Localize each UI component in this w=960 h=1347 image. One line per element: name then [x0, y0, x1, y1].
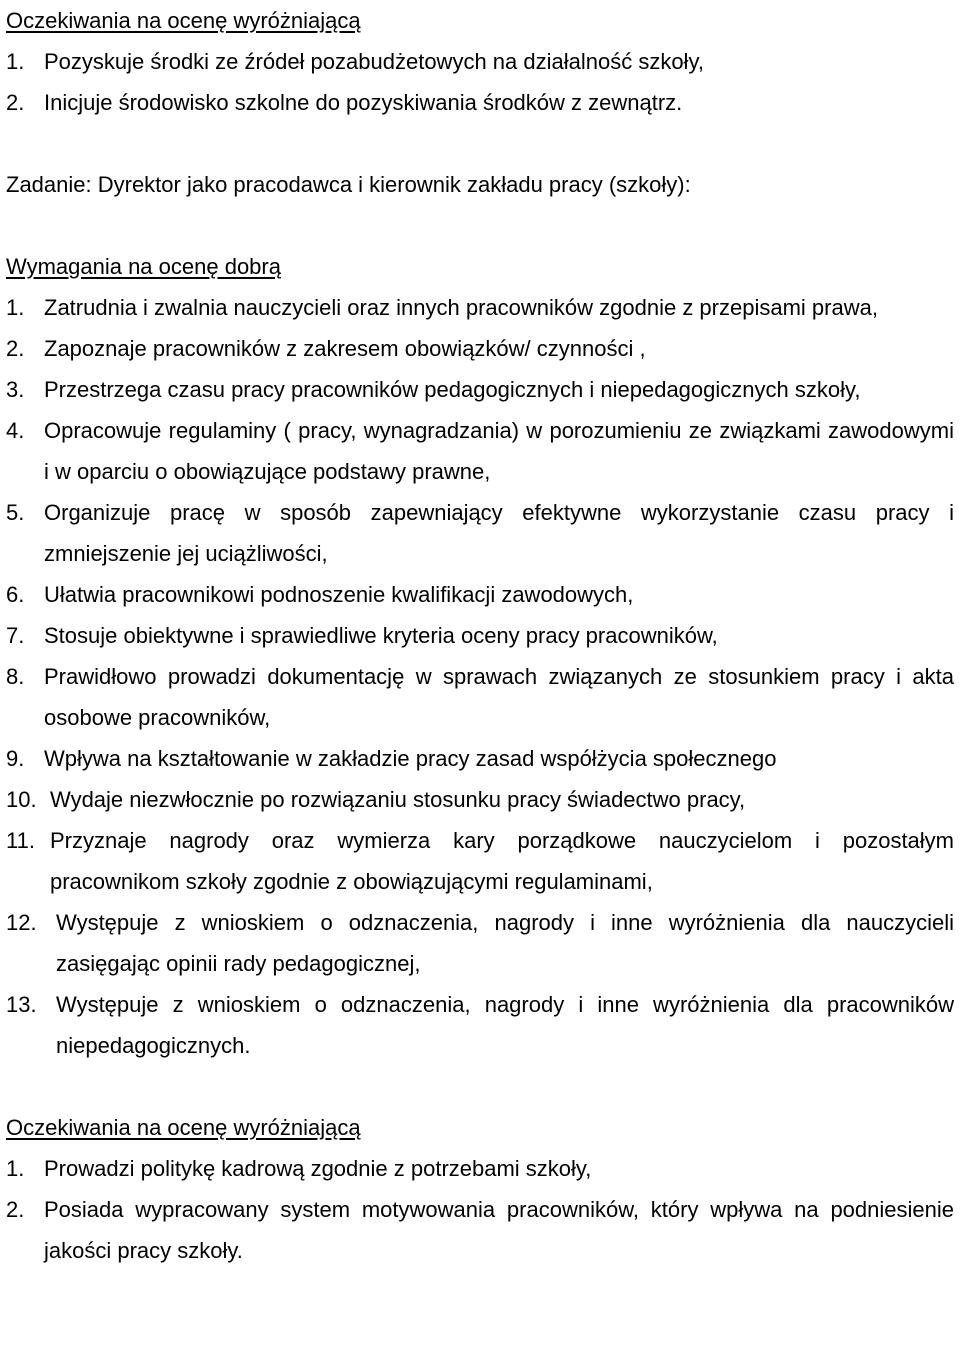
item-text: Zatrudnia i zwalnia nauczycieli oraz innych pracowników zgodnie z przepisami prawa,	[44, 295, 878, 320]
item-number: 5.	[6, 500, 25, 525]
list-item	[6, 492, 954, 574]
list-expectations-a	[6, 41, 954, 123]
item-text: Opracowuje regulaminy ( pracy, wynagradzania) w porozumieniu ze związkami zawodowymi i w oparciu o obowiązujące podstawy prawne,	[44, 418, 954, 484]
item-text: Organizuje pracę w sposób zapewniający efektywne wykorzystanie czasu pracy i zmniejszenie jej uciążliwości,	[44, 500, 954, 566]
spacer	[6, 1066, 954, 1107]
item-text: Prowadzi politykę kadrową zgodnie z potrzebami szkoły,	[44, 1156, 592, 1181]
list-item	[6, 984, 954, 1066]
item-text: Występuje z wnioskiem o odznaczenia, nagrody i inne wyróżnienia dla nauczycieli zasięgając opinii rady pedagogicznej,	[56, 910, 954, 976]
item-text: Posiada wypracowany system motywowania pracowników, który wpływa na podniesienie jakości pracy szkoły.	[44, 1197, 954, 1263]
spacer	[6, 205, 954, 246]
item-text: Zapoznaje pracowników z zakresem obowiązków/ czynności ,	[44, 336, 646, 361]
list-item	[6, 615, 954, 656]
item-text: Inicjuje środowisko szkolne do pozyskiwania środków z zewnątrz.	[44, 90, 683, 115]
item-text: Wydaje niezwłocznie po rozwiązaniu stosunku pracy świadectwo pracy,	[50, 787, 746, 812]
task-title: Zadanie: Dyrektor jako pracodawca i kierownik zakładu pracy (szkoły):	[6, 172, 691, 197]
item-text: Przestrzega czasu pracy pracowników pedagogicznych i niepedagogicznych szkoły,	[44, 377, 861, 402]
item-number: 2.	[6, 1197, 25, 1222]
section-heading-requirements-good: Wymagania na ocenę dobrą	[6, 254, 281, 279]
list-item	[6, 41, 954, 82]
list-item	[6, 820, 954, 902]
item-number: 1.	[6, 49, 25, 74]
list-item	[6, 574, 954, 615]
list-item	[6, 779, 954, 820]
item-number: 1.	[6, 295, 25, 320]
list-item	[6, 82, 954, 123]
item-number: 11.	[6, 828, 35, 853]
list-item	[6, 902, 954, 984]
item-number: 4.	[6, 418, 25, 443]
list-item	[6, 738, 954, 779]
item-number: 2.	[6, 90, 25, 115]
item-number: 8.	[6, 664, 25, 689]
section-heading-expectations-distinguished-2: Oczekiwania na ocenę wyróżniającą	[6, 1115, 361, 1140]
item-number: 7.	[6, 623, 25, 648]
list-item	[6, 287, 954, 328]
item-number: 9.	[6, 746, 25, 771]
list-item	[6, 328, 954, 369]
item-text: Pozyskuje środki ze źródeł pozabudżetowych na działalność szkoły,	[44, 49, 704, 74]
section-heading-expectations-distinguished: Oczekiwania na ocenę wyróżniającą	[6, 8, 361, 33]
item-number: 12.	[6, 910, 37, 935]
item-number: 10.	[6, 787, 37, 812]
list-item	[6, 1189, 954, 1271]
item-number: 3.	[6, 377, 25, 402]
item-number: 2.	[6, 336, 25, 361]
item-text: Ułatwia pracownikowi podnoszenie kwalifikacji zawodowych,	[44, 582, 634, 607]
list-item	[6, 410, 954, 492]
spacer	[6, 123, 954, 164]
list-expectations-c	[6, 1148, 954, 1271]
item-text: Prawidłowo prowadzi dokumentację w sprawach związanych ze stosunkiem pracy i akta osobowe pracowników,	[44, 664, 954, 730]
item-number: 1.	[6, 1156, 25, 1181]
item-text: Stosuje obiektywne i sprawiedliwe kryteria oceny pracy pracowników,	[44, 623, 718, 648]
list-requirements	[6, 287, 954, 1066]
list-item	[6, 1148, 954, 1189]
item-number: 6.	[6, 582, 25, 607]
list-item	[6, 656, 954, 738]
list-item	[6, 369, 954, 410]
item-text: Występuje z wnioskiem o odznaczenia, nagrody i inne wyróżnienia dla pracowników niepedagogicznych.	[56, 992, 954, 1058]
item-text: Przyznaje nagrody oraz wymierza kary porządkowe nauczycielom i pozostałym pracownikom szkoły zgodnie z obowiązującymi regulaminami,	[50, 828, 954, 894]
item-number: 13.	[6, 992, 37, 1017]
item-text: Wpływa na kształtowanie w zakładzie pracy zasad współżycia społecznego	[44, 746, 777, 771]
